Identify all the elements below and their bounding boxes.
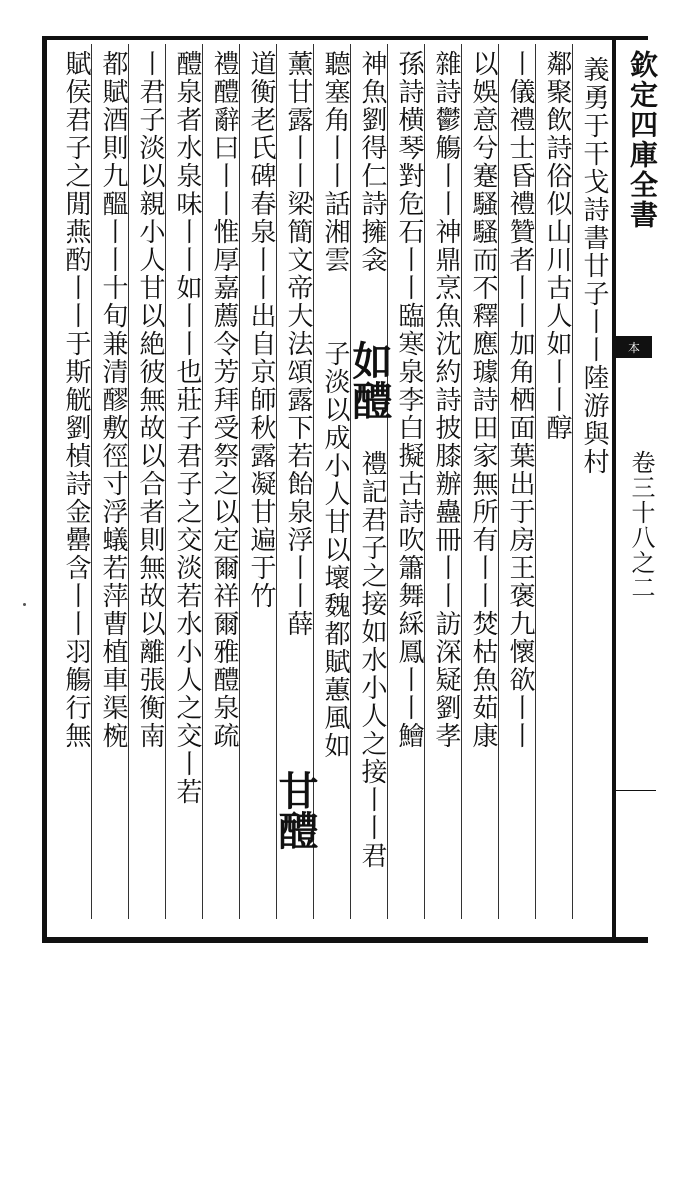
margin-rule (616, 790, 656, 791)
text-column-14: 都賦酒則九醞丨丨十旬兼清醪敷徑寸浮蟻若萍曹植車渠椀 (98, 50, 128, 750)
text-column-5: 雜詩鬱觴丨丨神鼎烹魚沈約詩披膝辦蠱冊丨丨訪深疑劉孝 (431, 50, 461, 750)
fish-tail-mark: 本 (616, 336, 652, 358)
text-column-7-tail: 禮記君子之接如水小人之接丨丨君 (357, 450, 387, 870)
text-column-13: 丨君子淡以親小人甘以絶彼無故以合者則無故以離張衡南 (135, 50, 165, 750)
text-column-9: 薰甘露丨丨梁簡文帝大法頌露下若飴泉浮丨丨薛 (283, 50, 313, 638)
text-column-8: 聽塞角丨丨話湘雲 (320, 50, 350, 274)
heading-gan-li: 甘醴 (272, 770, 319, 850)
text-column-8-tail: 子淡以成小人甘以壞魏都賦蕙風如 (320, 340, 350, 760)
book-title: 欽定四庫全書 (626, 50, 659, 230)
volume-label: 卷三十八之二 (627, 450, 655, 600)
text-column-4: 以娛意兮蹇騷騷而不釋應璩詩田家無所有丨丨焚枯魚茹康 (468, 50, 498, 750)
heading-ru-li: 如醴 (346, 340, 393, 420)
page-margin (612, 40, 659, 940)
text-column-12: 醴泉者水泉味丨丨如丨丨也莊子君子之交淡若水小人之交丨若 (172, 50, 202, 806)
text-column-3: 丨儀禮士昏禮贊者丨丨加角栖面葉出于房王褒九懷欲丨丨 (505, 50, 535, 750)
text-column-7: 神魚劉得仁詩擁衾 (357, 50, 387, 274)
paper-speck (23, 603, 26, 606)
text-column-1: 義勇于干戈詩書廿子丨丨陸游與村 (579, 56, 609, 476)
text-column-2: 鄰聚飲詩俗似山川古人如丨丨醇 (542, 50, 572, 442)
text-column-6: 孫詩横琴對危石丨丨臨寒泉李白擬古詩吹簫舞綵鳳丨丨鱠 (394, 50, 424, 750)
text-column-15: 賦侯君子之閒燕酌丨丨于斯觥劉楨詩金罍含丨丨羽觴行無 (61, 50, 91, 750)
text-column-11: 禮醴辭曰丨丨惟厚嘉薦令芳拜受祭之以定爾祥爾雅醴泉疏 (209, 50, 239, 750)
text-column-1b (575, 304, 613, 1179)
text-column-10: 道衡老氏碑春泉丨丨出自京師秋露凝甘遍于竹 (246, 50, 276, 610)
